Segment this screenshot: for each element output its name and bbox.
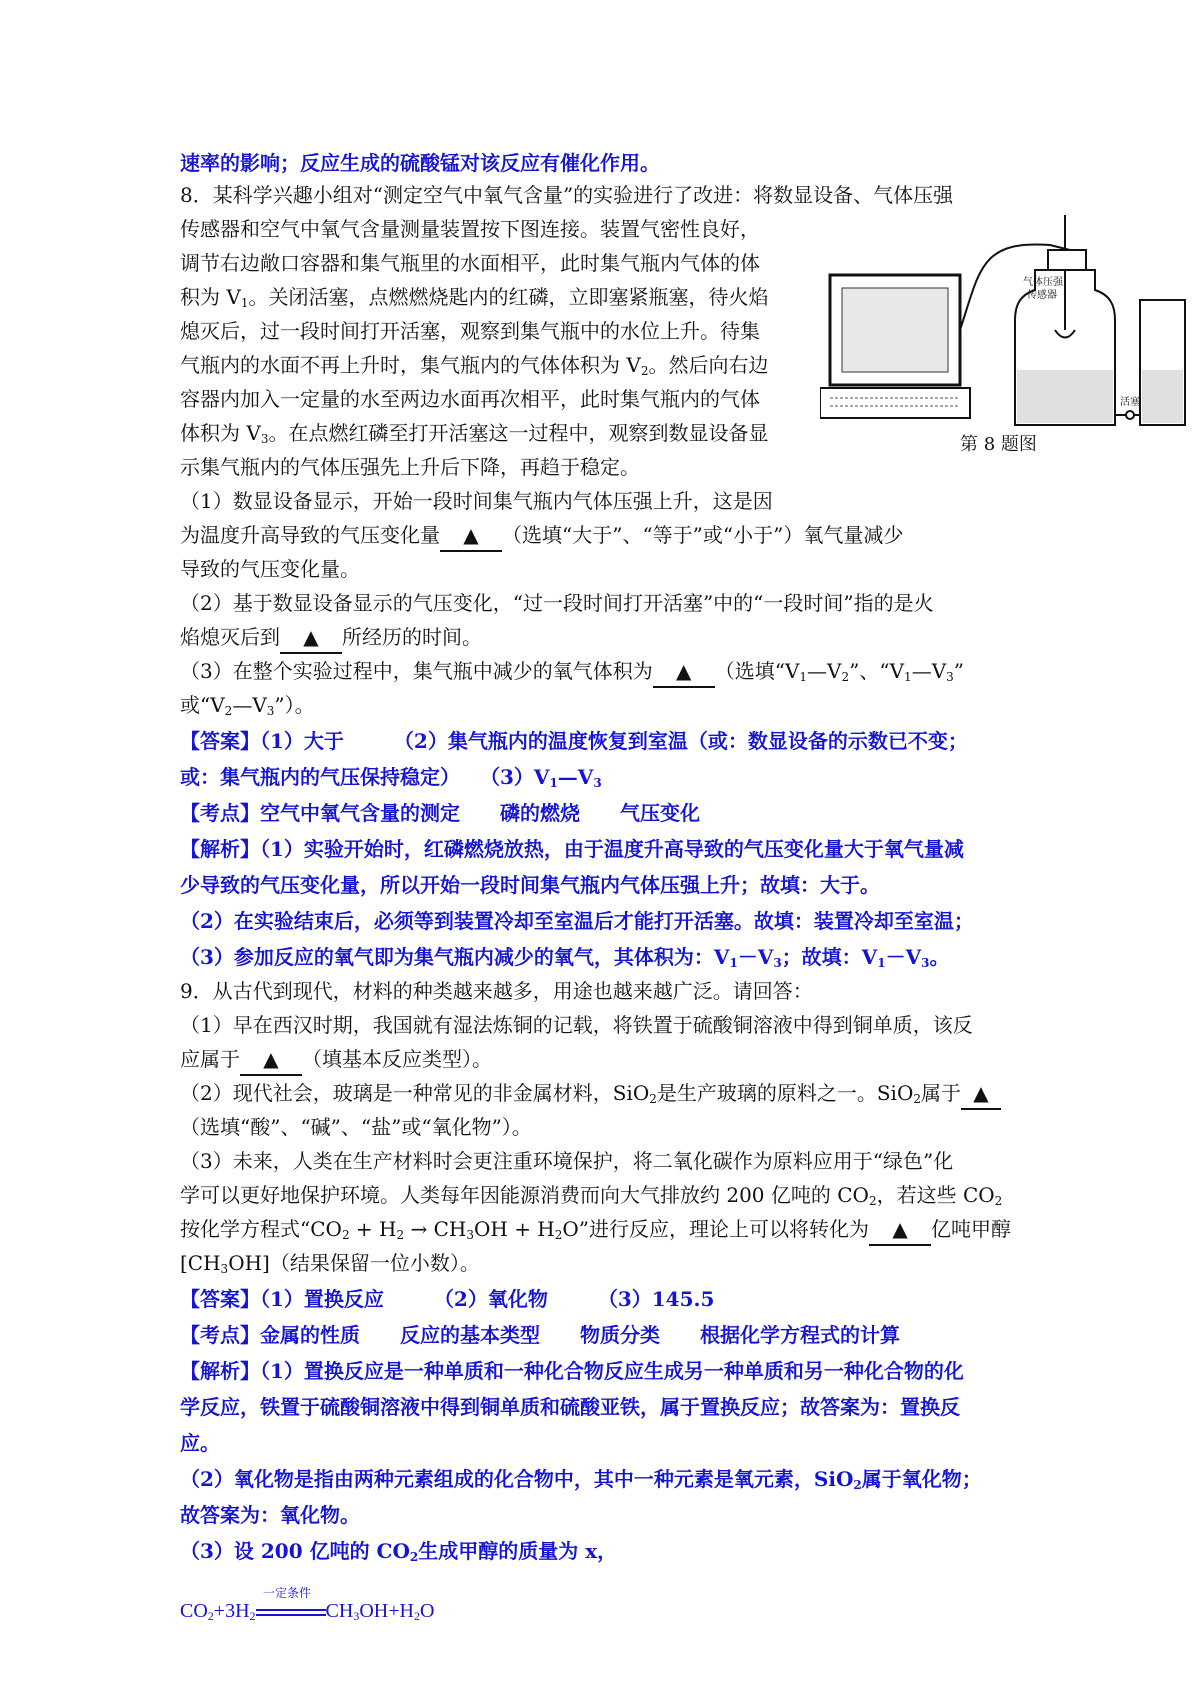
analysis-9: 【解析】（1）置换反应是一种单质和一种化合物反应生成另一种单质和另一种化合物的化 <box>180 1359 964 1383</box>
stopper-icon <box>1048 250 1086 270</box>
text-line: （2）基于数显设备显示的气压变化，“过一段时间打开活塞”中的“一段时间”指的是火 <box>180 591 934 615</box>
text-line: （选填“酸”、“碱”、“盐”或“氧化物”）。 <box>180 1115 532 1139</box>
container-water <box>1142 370 1183 423</box>
text-line: 或“$V_2—V_3$”）。 <box>180 693 315 718</box>
text-line: （2）现代社会，玻璃是一种常见的非金属材料，SiO$_2$是生产玻璃的原料之一。SiO$_2$属于 ▲ <box>180 1078 1001 1110</box>
sensor-label: 气体压强 <box>1023 277 1063 288</box>
text-line: （3）设 200 亿吨的 $CO_2$生成甲醇的质量为 x， <box>180 1539 618 1564</box>
answer-blank: ▲ <box>961 1078 1001 1110</box>
text-line: 熄灭后，过一段时间打开活塞，观察到集气瓶中的水位上升。待集 <box>180 319 760 343</box>
analysis-8: 【解析】（1）实验开始时，红磷燃烧放热，由于温度升高导致的气压变化量大于氧气量减 <box>180 837 964 861</box>
text-line: 气瓶内的水面不再上升时，集气瓶内的气体体积为 $V_2$。然后向右边 <box>180 353 769 378</box>
text-line: 传感器和空气中氧气含量测量装置按下图连接。装置气密性良好， <box>180 217 760 241</box>
text-line: $[CH_3OH]$（结果保留一位小数）。 <box>180 1251 480 1276</box>
text-line: （3）在整个实验过程中，集气瓶中减少的氧气体积为 ▲ （选填“$V_1—V_2$”、“$V_1—V_3$” <box>180 656 964 688</box>
answer-blank: ▲ <box>440 520 502 552</box>
text-line: 学可以更好地保护环境。人类每年因能源消费而向大气排放约 200 亿吨的 $CO_2$，若这些 $CO_2$ <box>180 1183 1003 1208</box>
answer-blank: ▲ <box>240 1044 302 1076</box>
text-line: 按化学方程式“$CO_2 + H_2 \to CH_3OH + H_2O$”进行反应，理论上可以将转化为 ▲ 亿吨甲醇 <box>180 1214 1011 1246</box>
text-line: 应属于 ▲ （填基本反应类型）。 <box>180 1044 492 1076</box>
question-8-stem: 8．某科学兴趣小组对“测定空气中氧气含量”的实验进行了改进：将数显设备、气体压强 <box>180 183 954 207</box>
text-line: （1）早在西汉时期，我国就有湿法炼铜的记载，将铁置于硫酸铜溶液中得到铜单质，该反 <box>180 1013 973 1037</box>
answer-9: 【答案】（1）置换反应 （2）氧化物 （3）145.5 <box>180 1287 715 1311</box>
figure-caption: 第 8 题图 <box>960 434 1037 455</box>
text-line: （3）未来，人类在生产材料时会更注重环境保护，将二氧化碳作为原料应用于“绿色”化 <box>180 1149 954 1173</box>
text-line: 积为 $V_1$。关闭活塞，点燃燃烧匙内的红磷，立即塞紧瓶塞，待火焰 <box>180 285 769 310</box>
valve-label: 活塞 <box>1120 397 1140 408</box>
monitor-screen <box>842 288 948 372</box>
text-line: 少导致的气压变化量，所以开始一段时间集气瓶内气体压强上升；故填：大于。 <box>180 873 880 897</box>
answer-8: 【答案】（1）大于 （2）集气瓶内的温度恢复到室温（或：数显设备的示数已不变； <box>180 729 968 753</box>
answer-blank: ▲ <box>280 622 342 654</box>
text-line: （2）氧化物是指由两种元素组成的化合物中，其中一种元素是氧元素，SiO$_2$属于氧化物； <box>180 1467 982 1492</box>
text-line: （3）参加反应的氧气即为集气瓶内减少的氧气，其体积为：$V_1-V_3$；故填：$V_1-V_3$。 <box>180 945 950 970</box>
text-line: 容器内加入一定量的水至两边水面再次相平，此时集气瓶内的气体 <box>180 387 760 411</box>
apparatus-figure <box>820 210 1190 460</box>
keypoint-9: 【考点】金属的性质 反应的基本类型 物质分类 根据化学方程式的计算 <box>180 1323 900 1347</box>
keyboard-icon <box>820 388 970 418</box>
text-line: 调节右边敞口容器和集气瓶里的水面相平，此时集气瓶内气体的体 <box>180 251 760 275</box>
text-line: 故答案为：氧化物。 <box>180 1503 360 1527</box>
text-line: 示集气瓶内的气体压强先上升后下降，再趋于稳定。 <box>180 455 640 479</box>
text-line: 体积为 $V_3$。在点燃红磷至打开活塞这一过程中，观察到数显设备显 <box>180 421 769 446</box>
text-line: （2）在实验结束后，必须等到装置冷却至室温后才能打开活塞。故填：装置冷却至室温； <box>180 909 974 933</box>
bottle-water <box>1017 370 1113 423</box>
question-9-stem: 9．从古代到现代，材料的种类越来越多，用途也越来越广泛。请回答： <box>180 979 813 1003</box>
sensor-label-2: 传感器 <box>1027 290 1057 301</box>
text-line: 学反应，铁置于硫酸铜溶液中得到铜单质和硫酸亚铁，属于置换反应；故答案为：置换反 <box>180 1395 960 1419</box>
text-line: 应。 <box>180 1431 220 1455</box>
text-line: （1）数显设备显示，开始一段时间集气瓶内气体压强上升，这是因 <box>180 489 773 513</box>
keypoint-8: 【考点】空气中氧气含量的测定 磷的燃烧 气压变化 <box>180 801 700 825</box>
equation-condition: 一定条件 <box>263 1586 312 1600</box>
text-line: 导致的气压变化量。 <box>180 557 360 581</box>
text-line: 为温度升高导致的气压变化量 ▲ （选填“大于”、“等于”或“小于”）氧气量减少 <box>180 520 903 552</box>
chemical-equation: $CO_2+3H_2$ $CH_3OH+H_2O$ <box>180 1600 435 1623</box>
text-line: 或：集气瓶内的气压保持稳定） $(3)V_1—V_3$ <box>180 765 602 790</box>
answer-blank: ▲ <box>869 1214 931 1246</box>
text-line: 速率的影响；反应生成的硫酸锰对该反应有催化作用。 <box>180 151 660 175</box>
answer-blank: ▲ <box>653 656 715 688</box>
valve-icon <box>1126 411 1134 419</box>
text-line: 焰熄灭后到 ▲ 所经历的时间。 <box>180 622 482 654</box>
